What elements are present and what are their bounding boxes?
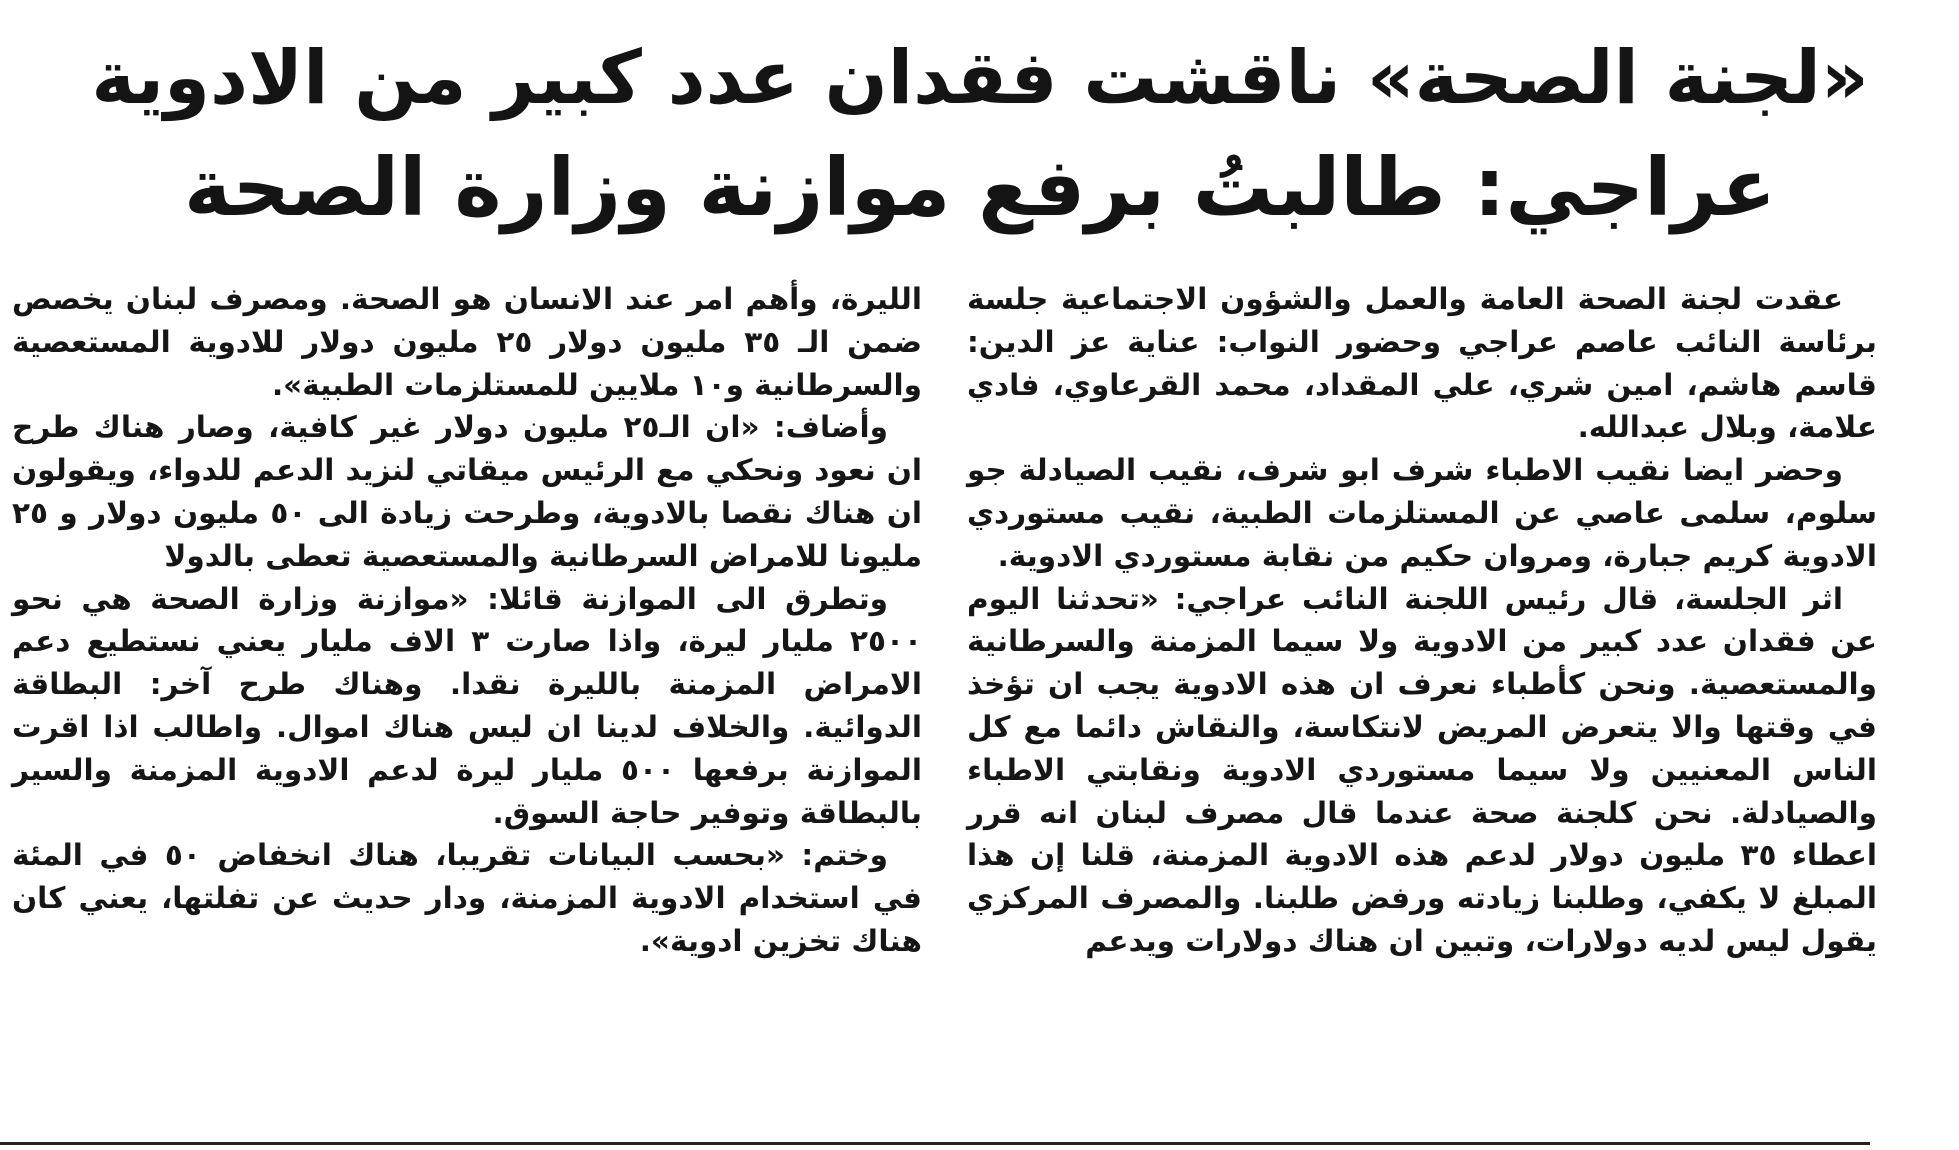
headline-line-2: عراجي: طالبتُ برفع موازنة وزارة الصحة [184, 141, 1776, 234]
article-column-right [967, 278, 1877, 963]
paragraph-araji-statement: اثر الجلسة، قال رئيس اللجنة النائب عراجي: «تحدثنا اليوم عن فقدان عدد كبير من الادوية ولا سيما المزمنة والسرطانية والمستعصية. ونحن كأطباء نعرف ان هذه الادوية يجب ان تؤخذ في وقتها والا يتعرض المريض لانتكاسة، والنقاش دائما مع كل الناس المعنيين ولا سيما مستوردي الادوية ونقابتي الاطباء والصيادلة. نحن كلجنة صحة عندما قال مصرف لبنان انه قرر اعطاء ٣٥ مليون دولار لدعم هذه الادوية المزمنة، قلنا إن هذا المبلغ لا يكفي، وطلبنا زيادته ورفض طلبنا. والمصرف المركزي يقول ليس لديه دولارات، وتبين ان هناك دولارات ويدعم [967, 581, 1877, 958]
paragraph-conclusion: وختم: «بحسب البيانات تقريبا، هناك انخفاض ٥٠ في المئة في استخدام الادوية المزمنة، ودار حديث عن تفلتها، يعني كان هناك تخزين ادوية». [12, 838, 922, 958]
bottom-divider [0, 1142, 1870, 1145]
paragraph-committee-session: عقدت لجنة الصحة العامة والعمل والشؤون الاجتماعية جلسة برئاسة النائب عاصم عراجي وحضور النواب: عناية عز الدين: قاسم هاشم، امين شري، علي المقداد، محمد القرعاوي، فادي علامة، وبلال عبدالله. [967, 282, 1877, 445]
article-column-left [12, 278, 922, 963]
paragraph-continuation: الليرة، وأهم امر عند الانسان هو الصحة. ومصرف لبنان يخصص ضمن الـ ٣٥ مليون دولار ٢٥ مليون دولار للادوية المستعصية والسرطانية و١٠ ملايين للمستلزمات الطبية». [12, 282, 922, 402]
headline-line-1: «لجنة الصحة» ناقشت فقدان عدد كبير من الادوية [91, 35, 1869, 121]
paragraph-added: وأضاف: «ان الـ٢٥ مليون دولار غير كافية، وصار هناك طرح ان نعود ونحكي مع الرئيس ميقاتي لنزيد الدعم للدواء، ويقولون ان هناك نقصا بالادوية، وطرحت زيادة الى ٥٠ مليون دولار و ٢٥ مليونا للامراض السرطانية والمستعصية تعطى بالدولا [12, 410, 922, 573]
paragraph-attendees: وحضر ايضا نقيب الاطباء شرف ابو شرف، نقيب الصيادلة جو سلوم، سلمى عاصي عن المستلزمات الطبية، نقيب مستوردي الادوية كريم جبارة، ومروان حكيم من نقابة مستوردي الادوية. [967, 453, 1877, 573]
paragraph-budget: وتطرق الى الموازنة قائلا: «موازنة وزارة الصحة هي نحو ٢٥٠٠ مليار ليرة، واذا صارت ٣ الاف مليار يعني نستطيع دعم الامراض المزمنة بالليرة نقدا. وهناك طرح آخر: البطاقة الدوائية. والخلاف لدينا ان ليس هناك اموال. واطالب اذا اقرت الموازنة برفعها ٥٠٠ مليار ليرة لدعم الادوية المزمنة والسير بالبطاقة وتوفير حاجة السوق. [12, 581, 922, 830]
